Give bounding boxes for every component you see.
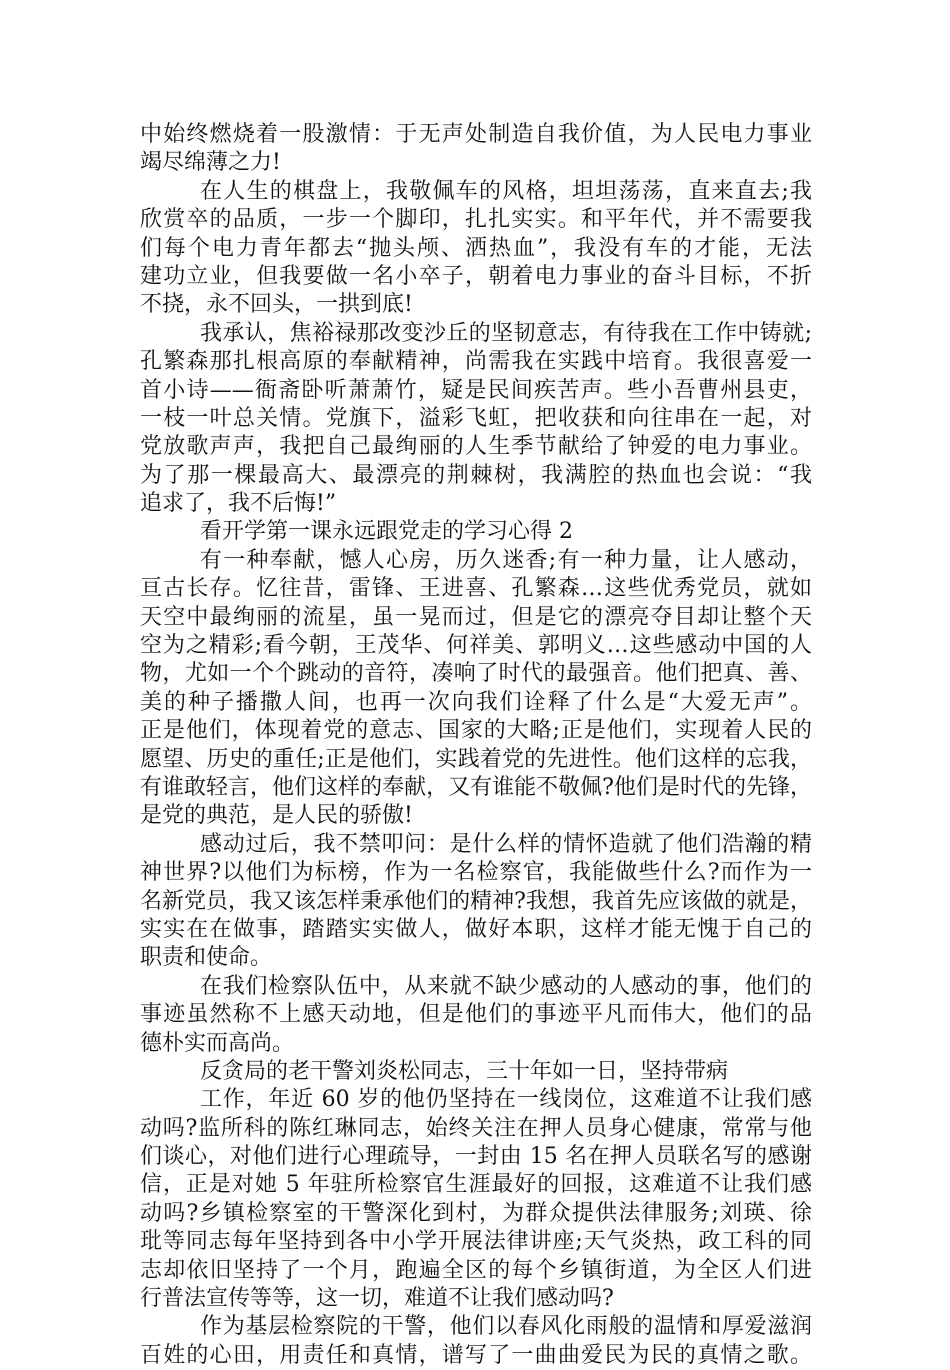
text-line: 反贪局的老干警刘炎松同志，三十年如一日，坚持带病 — [200, 1058, 729, 1084]
text-line: 有谁敢轻言，他们这样的奉献，又有谁能不敬佩?他们是时代的先锋， — [140, 774, 812, 800]
text-line: 空为之精彩;看今朝，王茂华、何祥美、郭明义…这些感动中国的人 — [140, 633, 812, 659]
text-line: 是党的典范，是人民的骄傲! — [140, 803, 413, 829]
text-line: 作为基层检察院的干警，他们以春风化雨般的温情和厚爱滋润 — [200, 1314, 812, 1340]
text-line: 百姓的心田，用责任和真情，谱写了一曲曲爱民为民的真情之歌。 — [140, 1342, 812, 1368]
text-line: 一枝一叶总关情。党旗下，溢彩飞虹，把收获和向往串在一起，对 — [140, 405, 812, 431]
document-body — [140, 121, 812, 1370]
text-line: 愿望、历史的重任;正是他们，实践着党的先进性。他们这样的忘我， — [140, 746, 812, 772]
text-line: 天空中最绚丽的流星，虽一晃而过，但是它的漂亮夺目却让整个天 — [140, 604, 812, 630]
text-line: 看开学第一课永远跟党走的学习心得 2 — [200, 519, 573, 545]
text-line: 在我们检察队伍中，从来就不缺少感动的人感动的事，他们的 — [200, 973, 812, 999]
text-line: 职责和使命。 — [140, 945, 273, 971]
text-line: 美的种子播撒人间，也再一次向我们诠释了什么是“大爱无声”。 — [140, 689, 812, 715]
text-line: 我承认，焦裕禄那改变沙丘的坚韧意志，有待我在工作中铸就; — [200, 320, 812, 346]
text-line: 实实在在做事，踏踏实实做人，做好本职，这样才能无愧于自己的 — [140, 916, 812, 942]
text-line: 志却依旧坚持了一个月，跑遍全区的每个乡镇街道，为全区人们进 — [140, 1257, 812, 1283]
text-line: 动吗?监所科的陈红琳同志，始终关注在押人员身心健康，常常与他 — [140, 1115, 812, 1141]
text-line: 事迹虽然称不上感天动地，但是他们的事迹平凡而伟大，他们的品 — [140, 1002, 812, 1028]
text-line: 感动过后，我不禁叩问：是什么样的情怀造就了他们浩瀚的精 — [200, 831, 812, 857]
text-line: 们每个电力青年都去“抛头颅、洒热血”，我没有车的才能，无法 — [140, 235, 812, 261]
text-line: 为了那一棵最高大、最漂亮的荆棘树，我满腔的热血也会说：“我 — [140, 462, 812, 488]
text-line: 们谈心，对他们进行心理疏导，一封由 15 名在押人员联名写的感谢 — [140, 1144, 812, 1170]
text-line: 物，尤如一个个跳动的音符，凑响了时代的最强音。他们把真、善、 — [140, 661, 812, 687]
text-line: 建功立业，但我要做一名小卒子，朝着电力事业的奋斗目标，不折 — [140, 263, 812, 289]
text-line: 名新党员，我又该怎样秉承他们的精神?我想，我首先应该做的就是， — [140, 888, 812, 914]
text-line: 不挠，永不回头，一拱到底! — [140, 292, 413, 318]
text-line: 中始终燃烧着一股激情：于无声处制造自我价值，为人民电力事业 — [140, 122, 812, 147]
text-line: 动吗?乡镇检察室的干警深化到村，为群众提供法律服务;刘瑛、徐 — [140, 1200, 812, 1226]
text-line: 竭尽绵薄之力! — [140, 150, 281, 176]
text-line: 首小诗——衙斋卧听萧萧竹，疑是民间疾苦声。些小吾曹州县吏， — [140, 377, 812, 403]
text-line: 玭等同志每年坚持到各中小学开展法律讲座;天气炎热，政工科的同 — [140, 1229, 812, 1255]
text-line: 欣赏卒的品质，一步一个脚印，扎扎实实。和平年代，并不需要我 — [140, 207, 812, 233]
text-line: 工作，年近 60 岁的他仍坚持在一线岗位，这难道不让我们感 — [200, 1087, 812, 1113]
text-line: 孔繁森那扎根高原的奉献精神，尚需我在实践中培育。我很喜爱一 — [140, 349, 812, 375]
text-line: 行普法宣传等等，这一切，难道不让我们感动吗? — [140, 1286, 614, 1312]
text-line: 有一种奉献，憾人心房，历久迷香;有一种力量，让人感动， — [200, 547, 812, 573]
text-line: 亘古长存。忆往昔，雷锋、王进喜、孔繁森…这些优秀党员，就如 — [140, 576, 812, 602]
text-line: 在人生的棋盘上，我敬佩车的风格，坦坦荡荡，直来直去;我 — [200, 178, 812, 204]
text-line: 追求了，我不后悔!” — [140, 491, 337, 517]
text-line: 信，正是对她 5 年驻所检察官生涯最好的回报，这难道不让我们感 — [140, 1172, 812, 1198]
text-line: 神世界?以他们为标榜，作为一名检察官，我能做些什么?而作为一 — [140, 860, 812, 886]
text-line: 正是他们，体现着党的意志、国家的大略;正是他们，实现着人民的 — [140, 718, 812, 744]
text-line: 党放歌声声，我把自己最绚丽的人生季节献给了钟爱的电力事业。 — [140, 434, 812, 460]
text-line: 德朴实而高尚。 — [140, 1030, 295, 1056]
